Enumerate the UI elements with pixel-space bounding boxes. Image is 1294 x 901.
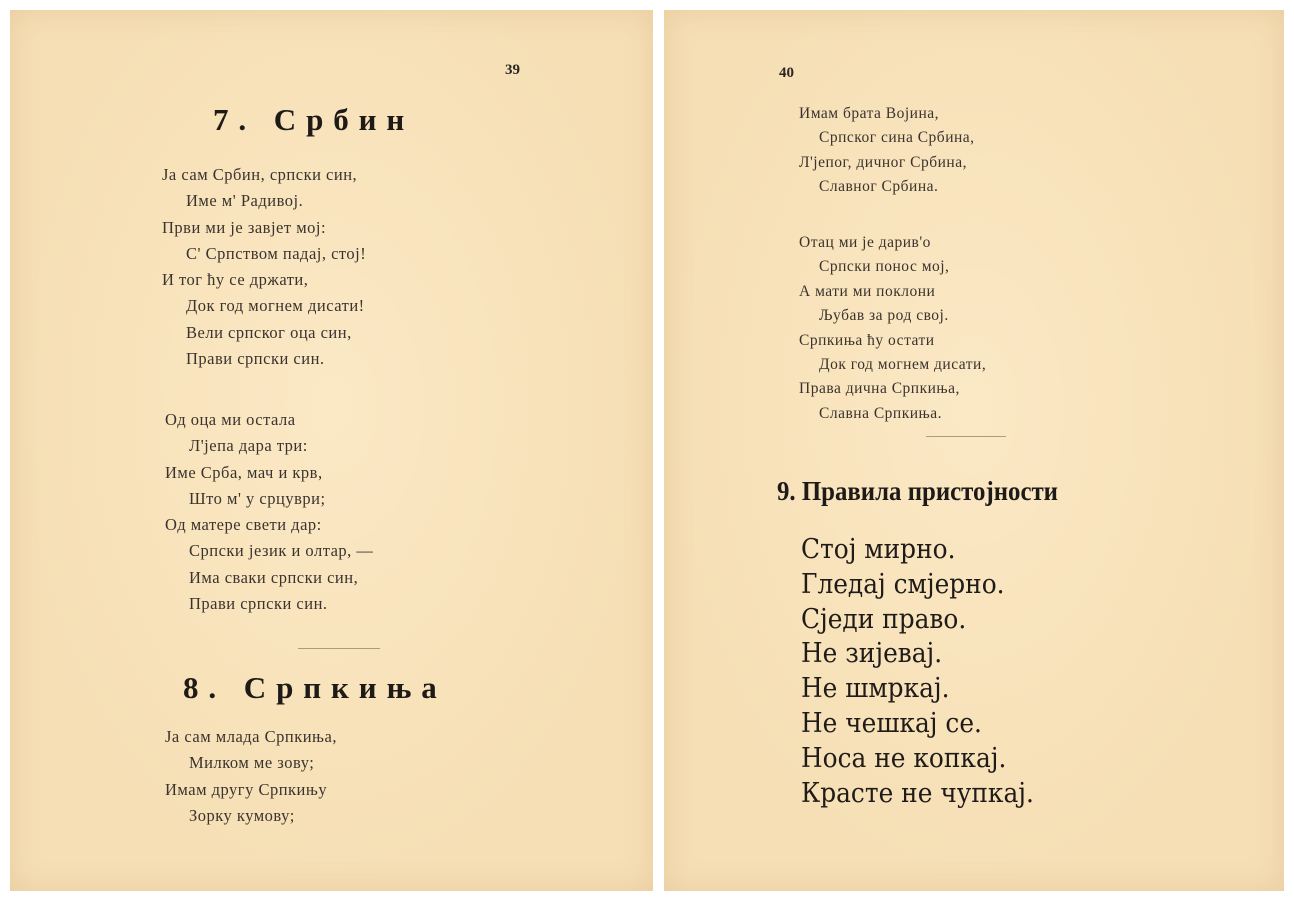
poem-line: Љубав за род свој. — [819, 307, 949, 325]
poem-line: Прави српски син. — [189, 594, 328, 614]
poem-line: Отац ми је дарив'о — [799, 234, 931, 251]
poem-line: Име м' Радивој. — [186, 191, 304, 211]
rules-list — [801, 533, 1054, 811]
poem-stanza — [165, 407, 373, 617]
poem-line: Вели српског оца син, — [186, 322, 352, 342]
page-number: 40 — [779, 65, 794, 81]
poem-line: Прави српски син. — [186, 349, 325, 369]
poem-stanza — [165, 724, 337, 829]
poem-stanza — [799, 102, 975, 200]
poem-line: Што м' у срцуври; — [189, 488, 326, 508]
rule-item: Не чешкај се. — [801, 707, 982, 739]
poem-line: С' Српством падај, стој! — [186, 243, 367, 263]
poem-line: Има сваки српски син, — [189, 567, 359, 587]
rule-item: Красте не чупкај. — [801, 777, 1034, 809]
poem-line: Српски језик и олтар, — — [189, 541, 374, 561]
rule-item: Сједи право. — [801, 603, 967, 635]
divider-line — [298, 648, 380, 649]
poem-line: Српског сина Србина, — [819, 129, 975, 147]
rule-item: Гледај смјерно. — [801, 568, 1005, 600]
poem-line: Док год могнем дисати! — [186, 296, 365, 316]
right-page — [664, 10, 1284, 891]
poem-line: Први ми је завјет мој: — [162, 217, 327, 237]
poem-stanza — [162, 162, 366, 372]
rule-item: Не шмркај. — [801, 673, 950, 705]
poem-line: Од оца ми остала — [165, 410, 296, 429]
poem-line: Л'јепа дара три: — [189, 436, 308, 456]
poem-line: Зорку кумову; — [189, 805, 295, 825]
left-page — [10, 10, 653, 891]
section-title-serbian-girl: 8. Српкиња — [183, 670, 447, 705]
poem-line: Имам другу Српкињу — [165, 779, 328, 799]
poem-line: Ја сам Србин, српски син, — [162, 165, 358, 184]
poem-line: Л'јепог, дичног Србина, — [799, 153, 967, 171]
poem-line: Славна Српкиња. — [819, 404, 942, 422]
page-number: 39 — [505, 62, 520, 78]
poem-line: И тог ћу се држати, — [162, 270, 309, 290]
poem-line: Имам брата Војина, — [799, 105, 940, 122]
poem-stanza — [799, 231, 986, 426]
poem-line: Српски понос мој, — [819, 258, 950, 276]
rule-item: Не зијевај. — [801, 638, 943, 670]
poem-line: Славног Србина. — [819, 178, 939, 196]
poem-line: Док год могнем дисати, — [819, 356, 987, 374]
rule-item: Стој мирно. — [801, 534, 956, 565]
poem-line: Од матере свети дар: — [165, 515, 322, 535]
section-title-serbian-boy: 7. Србин — [213, 102, 415, 137]
poem-line: Српкиња ћу остати — [799, 331, 935, 349]
poem-line: Ја сам млада Српкиња, — [165, 727, 337, 746]
poem-line: Права дична Српкиња, — [799, 380, 960, 398]
poem-line: Милком ме зову; — [189, 753, 315, 773]
section-title-rules-of-decency: 9. Правила пристојности — [777, 476, 1059, 506]
poem-line: Име Срба, мач и крв, — [165, 462, 323, 482]
divider-line — [926, 436, 1006, 437]
poem-line: А мати ми поклони — [799, 282, 936, 300]
rule-item: Носа не копкај. — [801, 742, 1007, 774]
